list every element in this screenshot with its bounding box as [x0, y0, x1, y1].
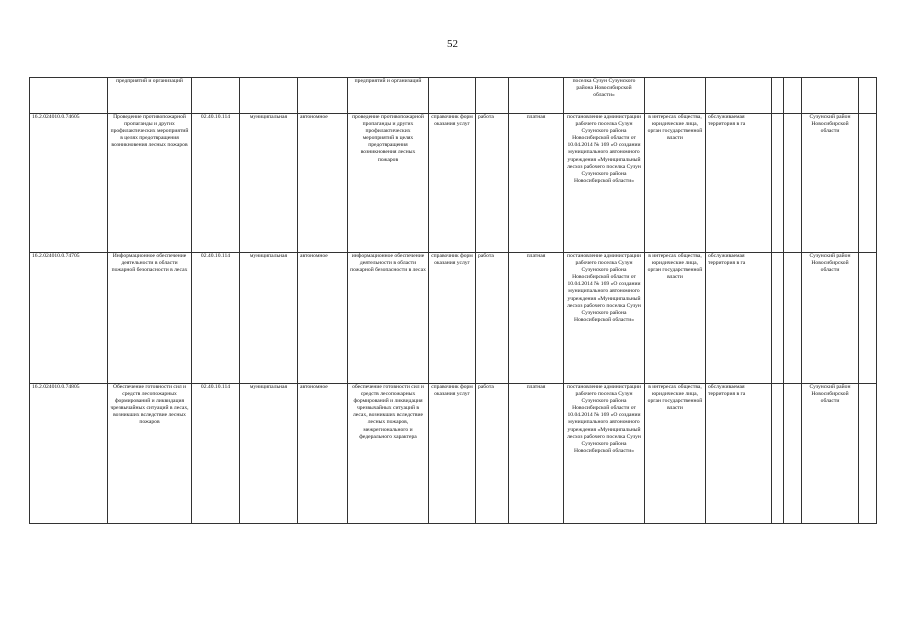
- cell-paid: платная: [509, 114, 564, 253]
- cell-service-type: [476, 78, 509, 114]
- cell-service-type: работа: [476, 253, 509, 384]
- cell-empty: [772, 78, 784, 114]
- cell-empty: [772, 253, 784, 384]
- cell-work-name: Информационное обеспечение деятельности в области пожарной безопасности в лесах: [108, 253, 192, 384]
- table-row: [30, 253, 877, 384]
- cell-unit: справочник форм оказания услуг: [429, 114, 476, 253]
- table-row-continuation: [30, 78, 877, 114]
- cell-territory: Сузунский район Новосибирской области: [802, 384, 859, 524]
- cell-empty: [784, 253, 802, 384]
- cell-empty: [859, 78, 877, 114]
- cell-legal-basis: постановление администрации рабочего поселка Сузун Сузунского района Новосибирской области от 10.04.2014 № 169 «О создании муниципального автономного учреждения «Муниципальный лесхоз рабочего поселка Сузун Сузунского района Новосибирской области»: [564, 384, 645, 524]
- cell-paid: [509, 78, 564, 114]
- cell-institution-type: [298, 78, 348, 114]
- cell-indicator: обслуживаемая территория в га: [706, 114, 772, 253]
- cell-work-name: Проведение противопожарной пропаганды и других профилактических мероприятий в целях предотвращения возникновения лесных пожаров: [108, 114, 192, 253]
- cell-unit: справочник форм оказания услуг: [429, 384, 476, 524]
- cell-okved: 02.40.10.114: [192, 253, 240, 384]
- cell-institution-kind: муниципальная: [240, 253, 298, 384]
- cell-interest: в интересах общества, юридические лица, орган государственной власти: [645, 253, 706, 384]
- cell-indicator: обслуживаемая территория в га: [706, 253, 772, 384]
- cell-empty: [859, 253, 877, 384]
- cell-territory: [802, 78, 859, 114]
- cell-institution-type: автономное: [298, 384, 348, 524]
- cell-empty: [784, 78, 802, 114]
- cell-institution-type: автономное: [298, 114, 348, 253]
- table-row: [30, 384, 877, 524]
- cell-code: 16.2.024010.0.74805: [30, 384, 108, 524]
- cell-interest: [645, 78, 706, 114]
- cell-code: [30, 78, 108, 114]
- cell-content: обеспечение готовности сил и средств лесопожарных формирований и ликвидация чрезвычайных ситуаций в лесах, возникших вследствие лесных пожаров, межрегионального и федерального характера: [348, 384, 429, 524]
- cell-institution-type: автономное: [298, 253, 348, 384]
- cell-legal-basis: постановление администрации рабочего поселка Сузун Сузунского района Новосибирской области от 10.04.2014 № 169 «О создании муниципального автономного учреждения «Муниципальный лесхоз рабочего поселка Сузун Сузунского района Новосибирской области»: [564, 253, 645, 384]
- cell-code: 16.2.024010.0.74605: [30, 114, 108, 253]
- cell-empty: [772, 384, 784, 524]
- cell-empty: [859, 114, 877, 253]
- cell-work-name: предприятий и организаций: [108, 78, 192, 114]
- cell-institution-kind: муниципальная: [240, 384, 298, 524]
- cell-empty: [772, 114, 784, 253]
- cell-interest: в интересах общества, юридические лица, орган государственной власти: [645, 384, 706, 524]
- cell-empty: [859, 384, 877, 524]
- cell-content: предприятий и организаций: [348, 78, 429, 114]
- cell-indicator: обслуживаемая территория в га: [706, 384, 772, 524]
- services-registry-table: [29, 77, 877, 524]
- cell-okved: [192, 78, 240, 114]
- page-number: 52: [447, 38, 458, 50]
- cell-paid: платная: [509, 253, 564, 384]
- cell-institution-kind: [240, 78, 298, 114]
- cell-empty: [784, 384, 802, 524]
- cell-okved: 02.40.10.114: [192, 114, 240, 253]
- cell-territory: Сузунский район Новосибирской области: [802, 253, 859, 384]
- cell-paid: платная: [509, 384, 564, 524]
- cell-empty: [784, 114, 802, 253]
- cell-work-name: Обеспечение готовности сил и средств лесопожарных формирований и ликвидация чрезвычайных ситуаций в лесах, возникших вследствие лесных пожаров: [108, 384, 192, 524]
- cell-service-type: работа: [476, 384, 509, 524]
- cell-unit: [429, 78, 476, 114]
- cell-legal-basis: поселка Сузун Сузунского района Новосибирской области»: [564, 78, 645, 114]
- cell-indicator: [706, 78, 772, 114]
- cell-territory: Сузунский район Новосибирской области: [802, 114, 859, 253]
- cell-okved: 02.40.10.114: [192, 384, 240, 524]
- table-row: [30, 114, 877, 253]
- cell-service-type: работа: [476, 114, 509, 253]
- cell-content: информационное обеспечение деятельности в области пожарной безопасности в лесах: [348, 253, 429, 384]
- cell-content: проведение противопожарной пропаганды и других профилактических мероприятий в целях предотвращения возникновения лесных пожаров: [348, 114, 429, 253]
- cell-legal-basis: постановление администрации рабочего поселка Сузун Сузунского района Новосибирской области от 10.04.2014 № 169 «О создании муниципального автономного учреждения «Муниципальный лесхоз рабочего поселка Сузун Сузунского района Новосибирской области»: [564, 114, 645, 253]
- cell-code: 16.2.024010.0.74705: [30, 253, 108, 384]
- cell-unit: справочник форм оказания услуг: [429, 253, 476, 384]
- cell-institution-kind: муниципальная: [240, 114, 298, 253]
- cell-interest: в интересах общества, юридические лица, орган государственной власти: [645, 114, 706, 253]
